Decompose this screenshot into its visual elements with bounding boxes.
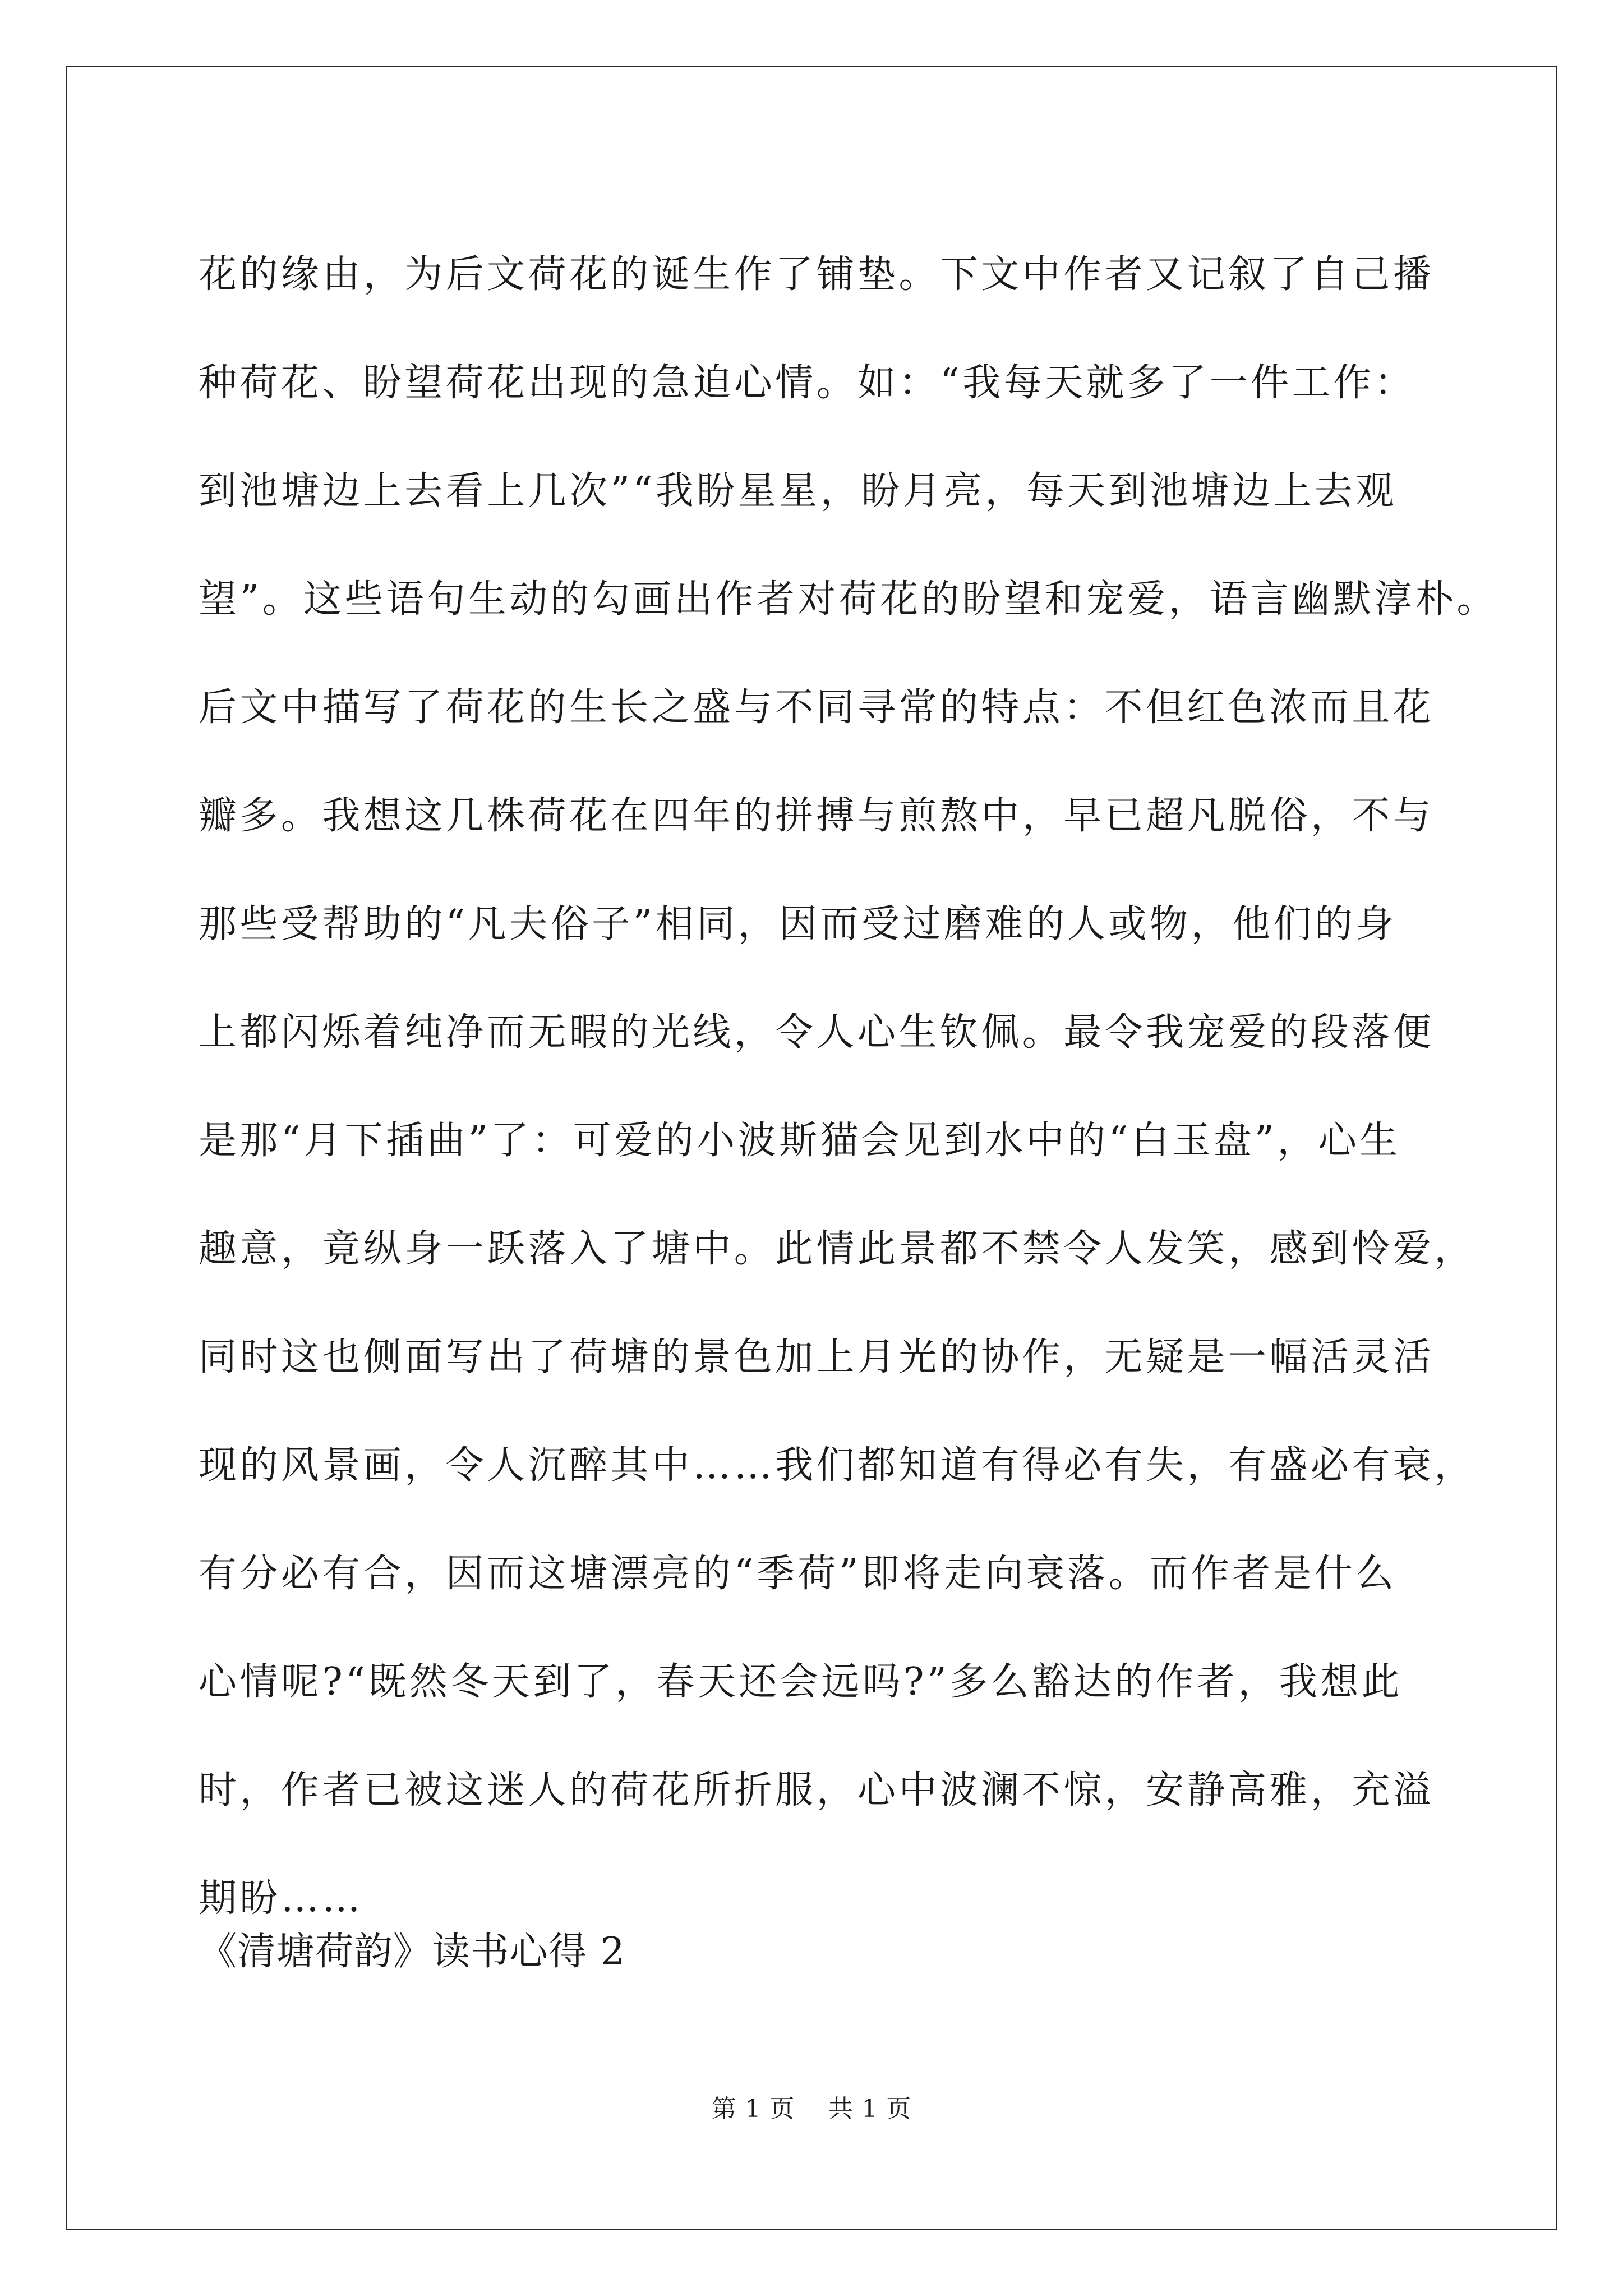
paragraph-line: 有分必有合，因而这塘漂亮的“季荷”即将走向衰落。而作者是什么 (199, 1552, 1397, 1596)
paragraph-line: 趣意，竟纵身一跃落入了塘中。此情此景都不禁令人发笑，感到怜爱， (199, 1227, 1476, 1271)
section-heading: 《清塘荷韵》读书心得 2 (199, 1930, 626, 1974)
paragraph-line: 期盼…… (199, 1876, 363, 1921)
paragraph-line: 花的缘由，为后文荷花的诞生作了铺垫。下文中作者又记叙了自己播 (199, 252, 1435, 297)
paragraph-line: 后文中描写了荷花的生长之盛与不同寻常的特点：不但红色浓而且花 (199, 685, 1435, 730)
paragraph-line: 是那“月下插曲”了：可爱的小波斯猫会见到水中的“白玉盘”，心生 (199, 1119, 1401, 1163)
body-paragraph (199, 220, 1498, 1953)
paragraph-line: 瓣多。我想这几株荷花在四年的拼搏与煎熬中，早已超凡脱俗，不与 (199, 794, 1435, 838)
paragraph-line: 现的风景画，令人沉醉其中……我们都知道有得必有失，有盛必有衰， (199, 1443, 1476, 1488)
page-number: 第 1 页 (711, 2095, 795, 2123)
page-footer (0, 2092, 1623, 2126)
paragraph-line: 种荷花、盼望荷花出现的急迫心情。如：“我每天就多了一件工作： (199, 361, 1415, 405)
paragraph-line: 望”。这些语句生动的勾画出作者对荷花的盼望和宠爱，语言幽默淳朴。 (199, 577, 1498, 622)
paragraph-line: 到池塘边上去看上几次”“我盼星星，盼月亮，每天到池塘边上去观 (199, 469, 1397, 513)
footer-spacer (795, 2095, 828, 2123)
paragraph-line: 上都闪烁着纯净而无暇的光线，令人心生钦佩。最令我宠爱的段落便 (199, 1010, 1435, 1055)
page-total: 共 1 页 (828, 2095, 912, 2123)
paragraph-line: 那些受帮助的“凡夫俗子”相同，因而受过磨难的人或物，他们的身 (199, 902, 1397, 946)
paragraph-line: 心情呢?“既然冬天到了，春天还会远吗?”多么豁达的作者，我想此 (199, 1660, 1403, 1704)
paragraph-line: 时，作者已被这迷人的荷花所折服，心中波澜不惊，安静高雅，充溢 (199, 1768, 1435, 1812)
paragraph-line: 同时这也侧面写出了荷塘的景色加上月光的协作，无疑是一幅活灵活 (199, 1335, 1435, 1379)
